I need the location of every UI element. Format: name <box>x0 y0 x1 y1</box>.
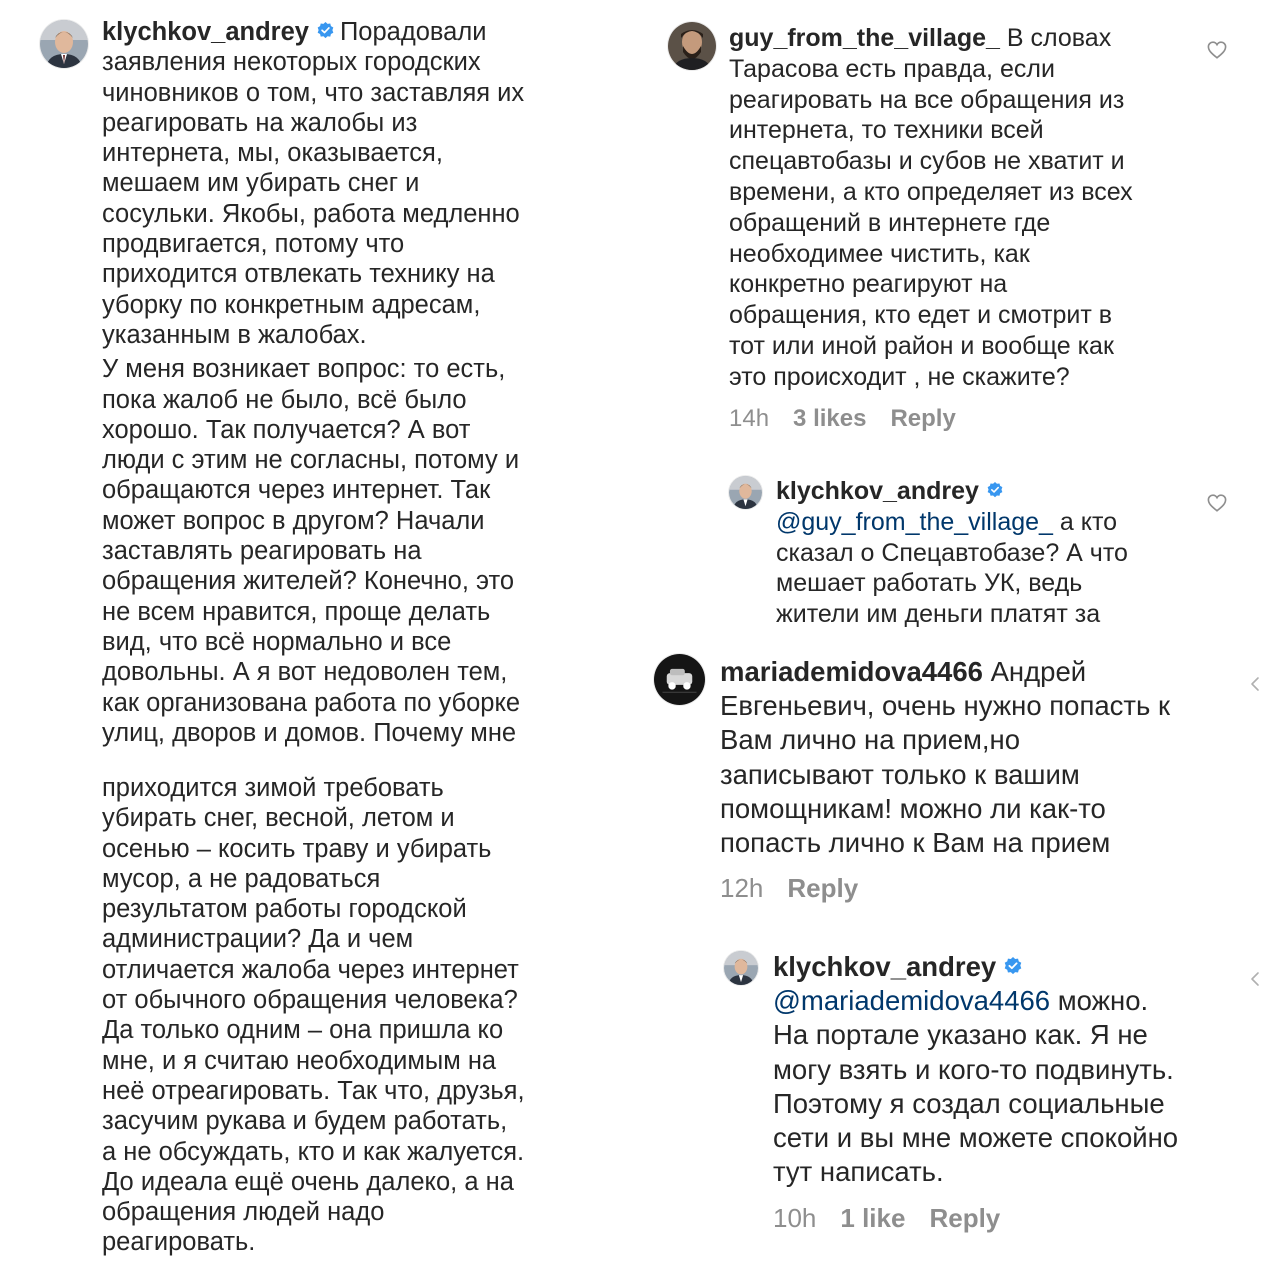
comment-username[interactable]: mariademidova4466 <box>720 656 983 687</box>
caption-line: люди с этим не согласны, потому и <box>102 446 520 475</box>
comment-line: попасть лично к Вам на прием <box>720 827 1111 859</box>
caption-first-line: klychkov_andrey Порадовали <box>102 18 487 46</box>
comment-line: Андрей <box>990 656 1087 687</box>
comment-text <box>773 950 1178 1189</box>
avatar-klychkov-andrey-photo <box>40 20 88 68</box>
caption-line: указанным в жалобах. <box>102 320 367 349</box>
caption-line: хорошо. Так получается? А вот <box>102 415 471 444</box>
verified-badge-icon <box>317 22 334 39</box>
comment-meta <box>720 873 882 904</box>
comment-timestamp: 12h <box>720 873 764 903</box>
comment-line: В словах <box>1006 24 1112 52</box>
caption-line: обращаются через интернет. Так <box>102 476 491 505</box>
comment-line: реагировать на все обращения из <box>729 85 1125 114</box>
comment-line: Вам лично на прием,но <box>720 724 1021 756</box>
comment-line: помощникам! можно ли как-то <box>720 792 1106 824</box>
caption-line: Да только одним – она пришла ко <box>102 1016 504 1045</box>
caption-line: сосульки. Якобы, работа медленно <box>102 199 520 228</box>
caption-line: может вопрос в другом? Начали <box>102 506 485 535</box>
caption-line: приходится отвлекать технику на <box>102 260 495 289</box>
comment-line: Евгеньевич, очень нужно попасть к <box>720 690 1171 722</box>
comment-line: могу взять и кого-то подвинуть. <box>773 1053 1174 1085</box>
caption-line: результатом работы городской <box>102 895 467 924</box>
caption-line: уборку по конкретным адресам, <box>102 290 481 319</box>
verified-badge-icon <box>1004 957 1022 975</box>
chevron-left-icon[interactable] <box>1250 971 1260 992</box>
caption-line: До идеала ещё очень далеко, а на <box>102 1167 514 1196</box>
post-caption-text-1 <box>102 17 524 748</box>
comment-text <box>720 655 1170 860</box>
chevron-left-icon[interactable] <box>1250 676 1260 697</box>
caption-line: интернета, мы, оказывается, <box>102 139 443 168</box>
comment-line: Поэтому я создал социальные <box>773 1087 1165 1119</box>
caption-line: реагировать на жалобы из <box>102 108 418 137</box>
comments-panel <box>640 0 1280 1280</box>
caption-line: вид, что всё нормально и все <box>102 627 452 656</box>
comment-username[interactable]: klychkov_andrey <box>773 951 997 982</box>
avatar-klychkov-andrey[interactable] <box>724 951 758 985</box>
caption-line: реагировать. <box>102 1228 256 1257</box>
comment-line: мешает работать УК, ведь <box>776 569 1083 598</box>
comment-line: можно. <box>1057 985 1149 1017</box>
verified-badge-icon <box>987 482 1003 498</box>
comment-line: Тарасова есть правда, если <box>729 54 1055 83</box>
comment-meta <box>773 1203 1024 1234</box>
caption-line: приходится зимой требовать <box>102 774 444 802</box>
caption-line: продвигается, потому что <box>102 230 405 259</box>
comment-line: обращений в интернете где <box>729 208 1051 237</box>
caption-line: улиц, дворов и домов. Почему мне <box>102 718 517 747</box>
caption-line: У меня возникает вопрос: то есть, <box>102 355 506 384</box>
reply-button[interactable]: Reply <box>890 405 956 432</box>
comment-line: конкретно реагируют на <box>729 270 1008 299</box>
comment-text <box>729 23 1133 393</box>
comment-likes-count[interactable]: 3 likes <box>793 405 867 432</box>
comment-timestamp: 14h <box>729 405 770 432</box>
caption-line: чиновников о том, что заставляя их <box>102 78 525 107</box>
caption-line: засучим рукава и будем работать, <box>102 1107 508 1136</box>
caption-line: заставлять реагировать на <box>102 537 422 566</box>
caption-line: не всем нравится, проще делать <box>102 597 491 626</box>
avatar-klychkov-andrey[interactable] <box>729 476 762 509</box>
comment-meta <box>729 405 980 433</box>
avatar-mariademidova4466[interactable] <box>654 654 705 705</box>
caption-line: неё отреагировать. Так что, друзья, <box>102 1076 525 1105</box>
comment-line: необходимее чистить, как <box>729 239 1030 268</box>
mention-link[interactable]: @guy_from_the_village_ <box>776 507 1053 536</box>
caption-line: мешаем им убирать снег и <box>102 169 420 198</box>
caption-line: заявления некоторых городских <box>102 48 481 77</box>
comment-line: это происходит , не скажите? <box>729 362 1070 391</box>
comment-line: жители им деньги платят за <box>776 600 1101 629</box>
avatar-mariademidova4466-photo <box>654 654 705 705</box>
reply-button[interactable]: Reply <box>787 873 859 903</box>
caption-line: обращения людей надо <box>102 1198 385 1227</box>
caption-line: довольны. А я вот недоволен тем, <box>102 658 508 687</box>
comment-timestamp: 10h <box>773 1203 817 1233</box>
comment-line: сказал о Спецавтобазе? А что <box>776 538 1128 567</box>
caption-line: обращения жителей? Конечно, это <box>102 567 515 596</box>
comment-text <box>776 476 1128 630</box>
caption-line: мне, и я считаю необходимым на <box>102 1046 497 1075</box>
heart-icon[interactable] <box>1207 494 1227 517</box>
caption-line: пока жалоб не было, всё было <box>102 385 467 414</box>
avatar-klychkov-andrey-photo <box>729 476 762 509</box>
caption-line: отличается жалоба через интернет <box>102 955 519 984</box>
avatar-klychkov-andrey[interactable] <box>40 20 88 68</box>
heart-icon[interactable] <box>1207 41 1227 64</box>
avatar-guy-from-the-village-photo <box>668 22 716 70</box>
comment-username[interactable]: klychkov_andrey <box>776 477 979 505</box>
caption-line: осенью – косить траву и убирать <box>102 834 492 863</box>
caption-line: убирать снег, весной, летом и <box>102 804 455 833</box>
avatar-guy-from-the-village[interactable] <box>668 22 716 70</box>
caption-line: как организована работа по уборке <box>102 688 521 717</box>
comment-line: тут написать. <box>773 1156 944 1188</box>
comment-line: тот или иной район и вообще как <box>729 331 1114 360</box>
comment-line: а кто <box>1059 507 1118 536</box>
comment-line: спецавтобазы и субов не хватит и <box>729 147 1125 176</box>
avatar-klychkov-andrey-photo <box>724 951 758 985</box>
comment-line: интернета, то техники всей <box>729 116 1044 145</box>
comment-line: обращения, кто едет и смотрит в <box>729 301 1113 330</box>
caption-line: мусор, а не радоваться <box>102 864 381 893</box>
reply-button[interactable]: Reply <box>929 1203 1001 1233</box>
comment-line: времени, а кто определяет из всех <box>729 177 1133 206</box>
caption-line: от обычного обращения человека? <box>102 986 518 1015</box>
comment-username[interactable]: guy_from_the_village_ <box>729 24 1000 52</box>
comment-likes-count[interactable]: 1 like <box>840 1203 906 1233</box>
caption-line: а не обсуждать, кто и как жалуется. <box>102 1137 525 1166</box>
mention-link[interactable]: @mariademidova4466 <box>773 985 1051 1017</box>
post-username[interactable]: klychkov_andrey <box>102 18 309 46</box>
post-caption-text-2 <box>102 773 525 1258</box>
comment-line: сети и вы мне можете спокойно <box>773 1122 1179 1154</box>
comment-line: На портале указано как. Я не <box>773 1019 1148 1051</box>
comment-line: записывают только к вашим <box>720 758 1080 790</box>
caption-line: администрации? Да и чем <box>102 925 414 954</box>
